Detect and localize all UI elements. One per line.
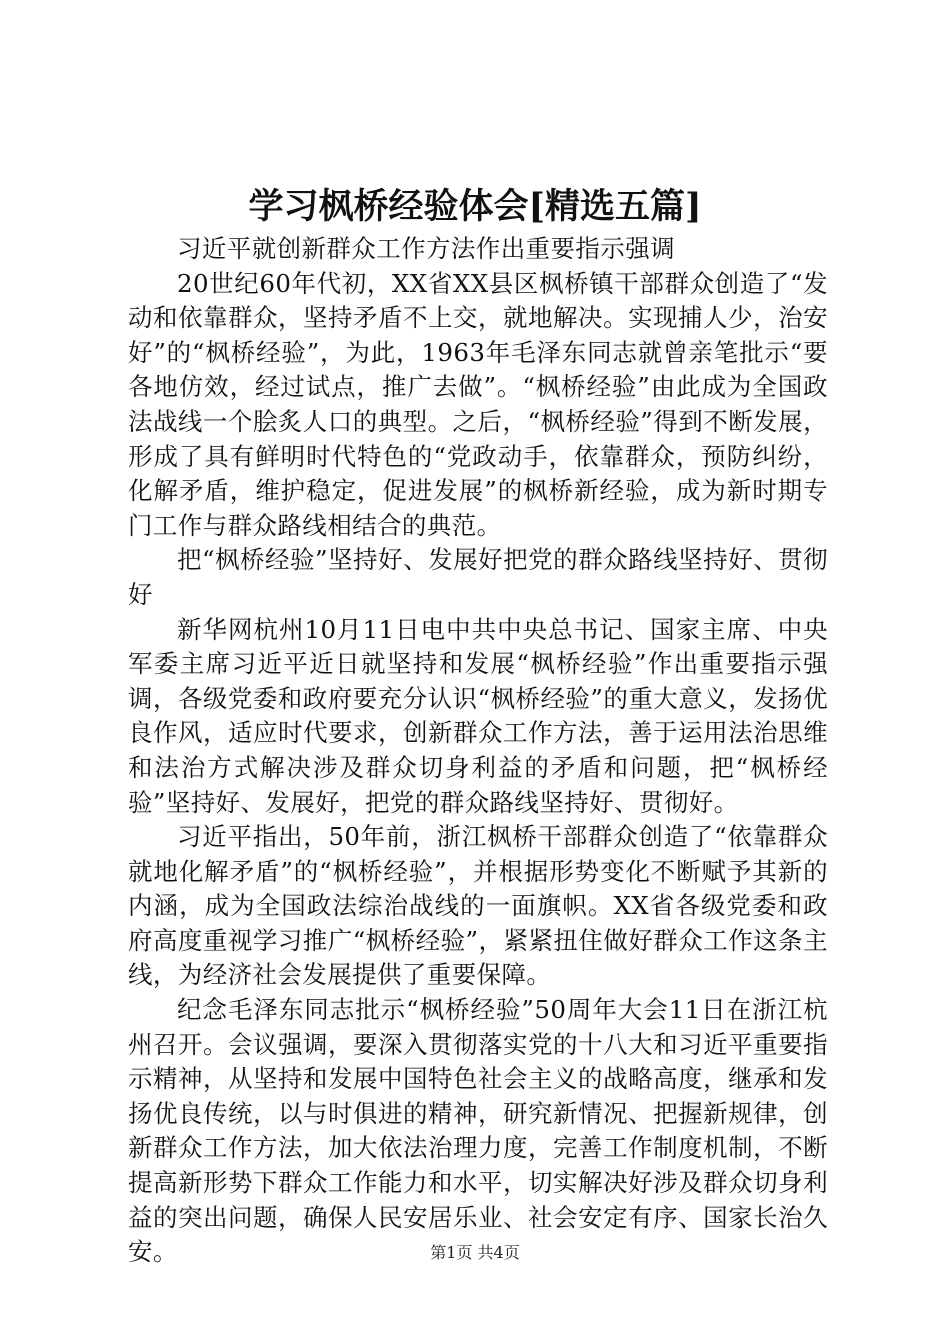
document-title: 学习枫桥经验体会[精选五篇]: [248, 186, 702, 227]
paragraph-5: 习近平指出，50年前，浙江枫桥干部群众创造了“依靠群众就地化解矛盾”的“枫桥经验”，并根据形势变化不断赋予其新的内涵，成为全国政法综治战线的一面旗帜。XX省各级党委和政府高度重视学习推广“枫桥经验”，紧紧扭住做好群众工作这条主线，为经济社会发展提供了重要保障。: [128, 822, 828, 990]
paragraph-4: 新华网杭州10月11日电中共中央总书记、国家主席、中央军委主席习近平近日就坚持和发展“枫桥经验”作出重要指示强调，各级党委和政府要充分认识“枫桥经验”的重大意义，发扬优良作风，适应时代要求，创新群众工作方法，善于运用法治思维和法治方式解决涉及群众切身利益的矛盾和问题，把“枫桥经验”坚持好、发展好，把党的群众路线坚持好、贯彻好。: [128, 614, 828, 817]
paragraph-3: 把“枫桥经验”坚持好、发展好把党的群众路线坚持好、贯彻好: [128, 545, 828, 609]
document-body: [128, 232, 828, 1270]
page-footer: 第1页 共4页: [430, 1243, 520, 1262]
paragraph-2: 20世纪60年代初，XX省XX县区枫桥镇干部群众创造了“发动和依靠群众，坚持矛盾不上交，就地解决。实现捕人少，治安好”的“枫桥经验”，为此，1963年毛泽东同志就曾亲笔批示“要各地仿效，经过试点，推广去做”。“枫桥经验”由此成为全国政法战线一个脍炙人口的典型。之后，“枫桥经验”得到不断发展，形成了具有鲜明时代特色的“党政动手，依靠群众，预防纠纷，化解矛盾，维护稳定，促进发展”的枫桥新经验，成为新时期专门工作与群众路线相结合的典范。: [128, 268, 828, 540]
paragraph-6: 纪念毛泽东同志批示“枫桥经验”50周年大会11日在浙江杭州召开。会议强调，要深入贯彻落实党的十八大和习近平重要指示精神，从坚持和发展中国特色社会主义的战略高度，继承和发扬优良传统，以与时俱进的精神，研究新情况、把握新规律，创新群众工作方法，加大依法治理力度，完善工作制度机制，不断提高新形势下群众工作能力和水平，切实解决好涉及群众切身利益的突出问题，确保人民安居乐业、社会安定有序、国家长治久安。: [128, 995, 828, 1267]
paragraph-1: 习近平就创新群众工作方法作出重要指示强调: [177, 234, 675, 263]
